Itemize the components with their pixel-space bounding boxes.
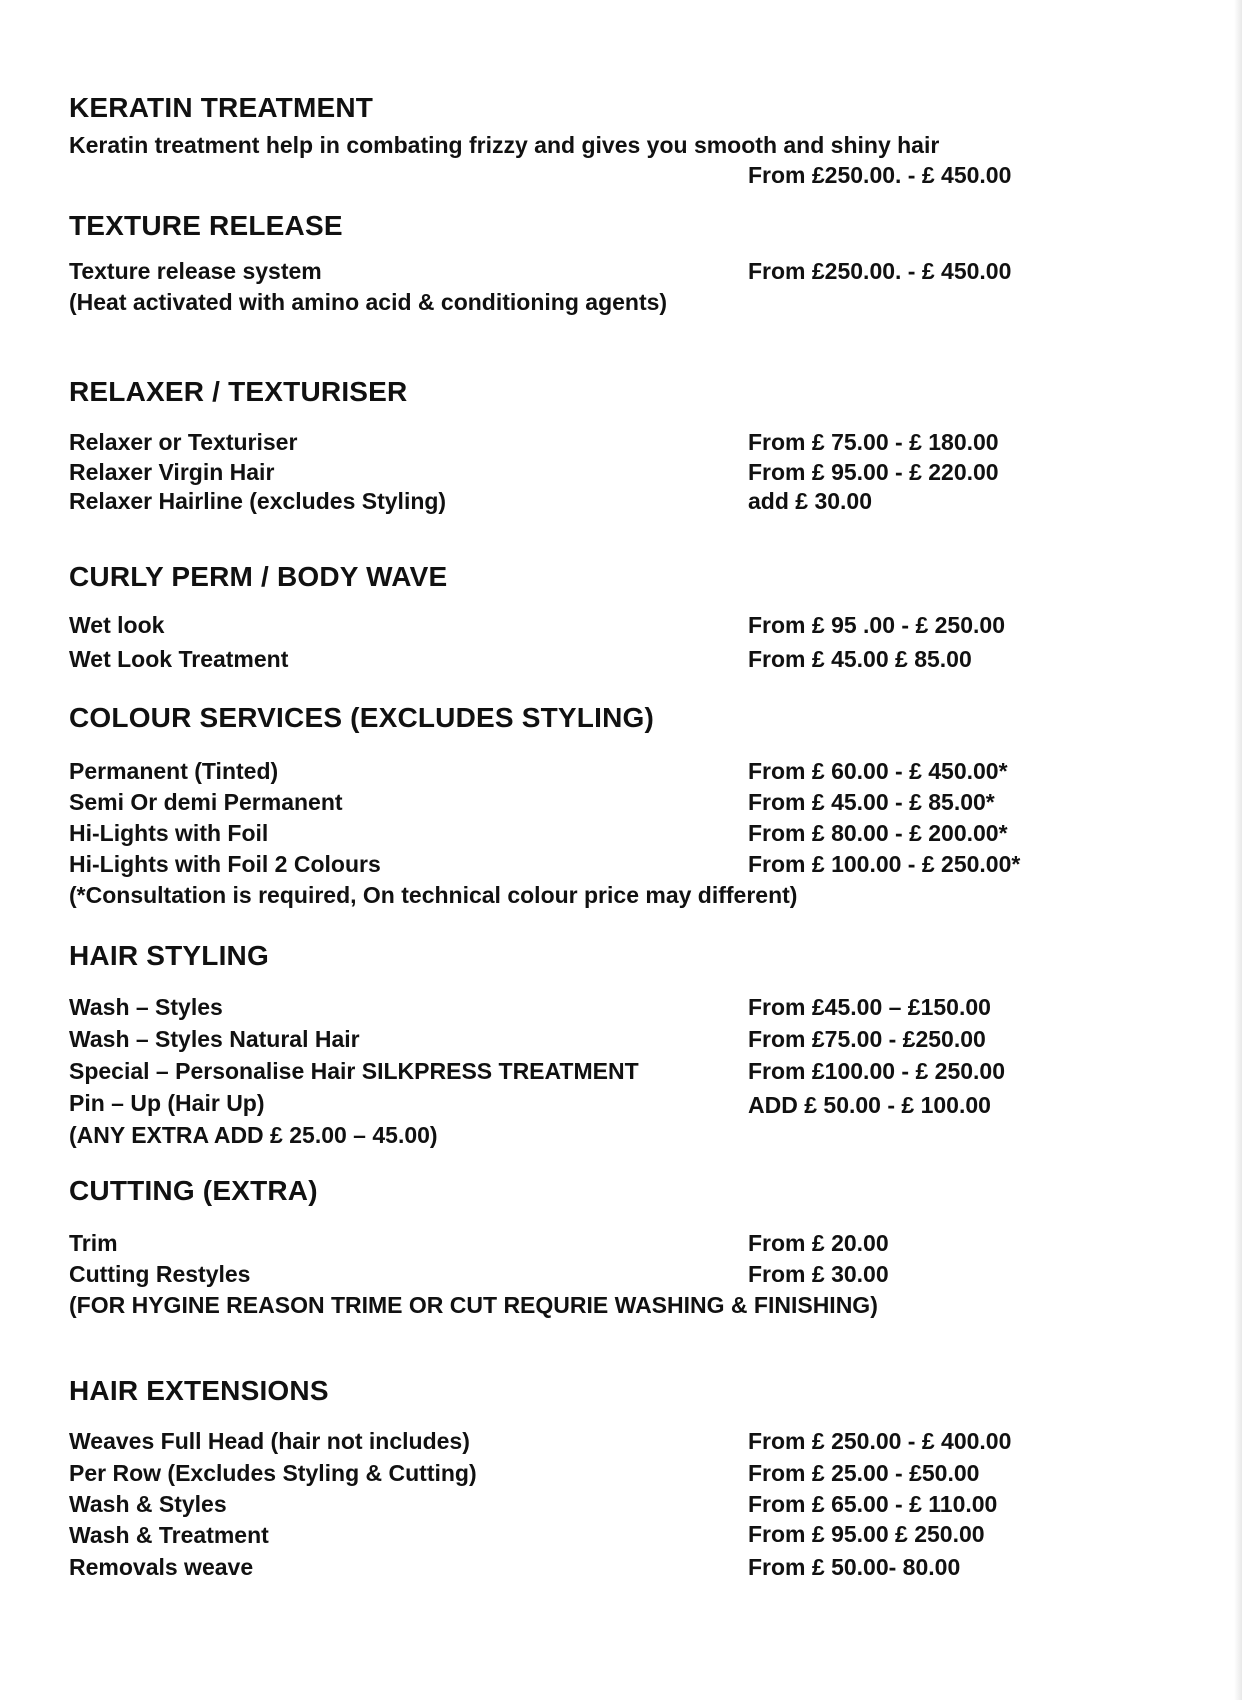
colour-item-name: Hi-Lights with Foil xyxy=(69,820,269,846)
styling-item-name: Wash – Styles xyxy=(69,994,223,1020)
relaxer-item-price: From £ 75.00 - £ 180.00 xyxy=(748,429,999,455)
styling-item-price: From £75.00 - £250.00 xyxy=(748,1026,986,1052)
extensions-item-name: Removals weave xyxy=(69,1554,254,1580)
extensions-item-name: Per Row (Excludes Styling & Cutting) xyxy=(69,1460,477,1486)
section-title-curly-perm: CURLY PERM / BODY WAVE xyxy=(69,561,448,592)
texture-item-name: Texture release system xyxy=(69,258,322,284)
texture-item-price: From £250.00. - £ 450.00 xyxy=(748,258,1012,284)
styling-item-price: From £45.00 – £150.00 xyxy=(748,994,991,1020)
relaxer-item-name: Relaxer Hairline (excludes Styling) xyxy=(69,488,447,514)
section-title-colour-services: COLOUR SERVICES (EXCLUDES STYLING) xyxy=(69,702,655,733)
colour-item-name: Hi-Lights with Foil 2 Colours xyxy=(69,851,381,877)
cutting-item-name: Trim xyxy=(69,1230,118,1256)
extensions-item-price: From £ 65.00 - £ 110.00 xyxy=(748,1491,998,1517)
extensions-item-name: Wash & Treatment xyxy=(69,1522,269,1548)
page-edge-shadow xyxy=(1234,0,1242,1700)
extensions-item-price: From £ 25.00 - £50.00 xyxy=(748,1460,980,1486)
colour-item-price: From £ 100.00 - £ 250.00* xyxy=(748,851,1021,877)
curly-item-name: Wet look xyxy=(69,612,165,638)
cutting-item-price: From £ 20.00 xyxy=(748,1230,889,1256)
cutting-note: (FOR HYGINE REASON TRIME OR CUT REQURIE WASHING & FINISHING) xyxy=(69,1292,878,1318)
colour-item-price: From £ 45.00 - £ 85.00* xyxy=(748,789,995,815)
colour-item-name: Permanent (Tinted) xyxy=(69,758,279,784)
styling-item-name: Wash – Styles Natural Hair xyxy=(69,1026,360,1052)
section-title-relaxer: RELAXER / TEXTURISER xyxy=(69,376,408,407)
styling-item-name: Pin – Up (Hair Up) xyxy=(69,1090,265,1116)
colour-item-price: From £ 80.00 - £ 200.00* xyxy=(748,820,1008,846)
section-title-hair-styling: HAIR STYLING xyxy=(69,940,269,971)
cutting-item-price: From £ 30.00 xyxy=(748,1261,889,1287)
section-title-cutting: CUTTING (EXTRA) xyxy=(69,1175,318,1206)
section-title-texture-release: TEXTURE RELEASE xyxy=(69,210,343,241)
extensions-item-price: From £ 250.00 - £ 400.00 xyxy=(748,1428,1012,1454)
styling-note: (ANY EXTRA ADD £ 25.00 – 45.00) xyxy=(69,1122,438,1148)
colour-item-price: From £ 60.00 - £ 450.00* xyxy=(748,758,1008,784)
curly-item-price: From £ 45.00 £ 85.00 xyxy=(748,646,972,672)
styling-item-price: ADD £ 50.00 - £ 100.00 xyxy=(748,1092,991,1118)
relaxer-item-name: Relaxer Virgin Hair xyxy=(69,459,275,485)
curly-item-name: Wet Look Treatment xyxy=(69,646,289,672)
curly-item-price: From £ 95 .00 - £ 250.00 xyxy=(748,612,1005,638)
colour-item-name: Semi Or demi Permanent xyxy=(69,789,343,815)
styling-item-name: Special – Personalise Hair SILKPRESS TREATMENT xyxy=(69,1058,639,1084)
styling-item-price: From £100.00 - £ 250.00 xyxy=(748,1058,1005,1084)
cutting-item-name: Cutting Restyles xyxy=(69,1261,251,1287)
keratin-price: From £250.00. - £ 450.00 xyxy=(748,162,1012,188)
extensions-item-name: Weaves Full Head (hair not includes) xyxy=(69,1428,470,1454)
extensions-item-price: From £ 50.00- 80.00 xyxy=(748,1554,961,1580)
texture-note: (Heat activated with amino acid & conditioning agents) xyxy=(69,289,668,315)
colour-note: (*Consultation is required, On technical colour price may different) xyxy=(69,882,798,908)
relaxer-item-price: From £ 95.00 - £ 220.00 xyxy=(748,459,999,485)
section-title-hair-extensions: HAIR EXTENSIONS xyxy=(69,1375,329,1406)
keratin-description: Keratin treatment help in combating frizzy and gives you smooth and shiny hair xyxy=(69,132,940,158)
relaxer-item-price: add £ 30.00 xyxy=(748,488,873,514)
section-title-keratin: KERATIN TREATMENT xyxy=(69,92,374,123)
relaxer-item-name: Relaxer or Texturiser xyxy=(69,429,298,455)
extensions-item-price: From £ 95.00 £ 250.00 xyxy=(748,1521,985,1547)
extensions-item-name: Wash & Styles xyxy=(69,1491,227,1517)
